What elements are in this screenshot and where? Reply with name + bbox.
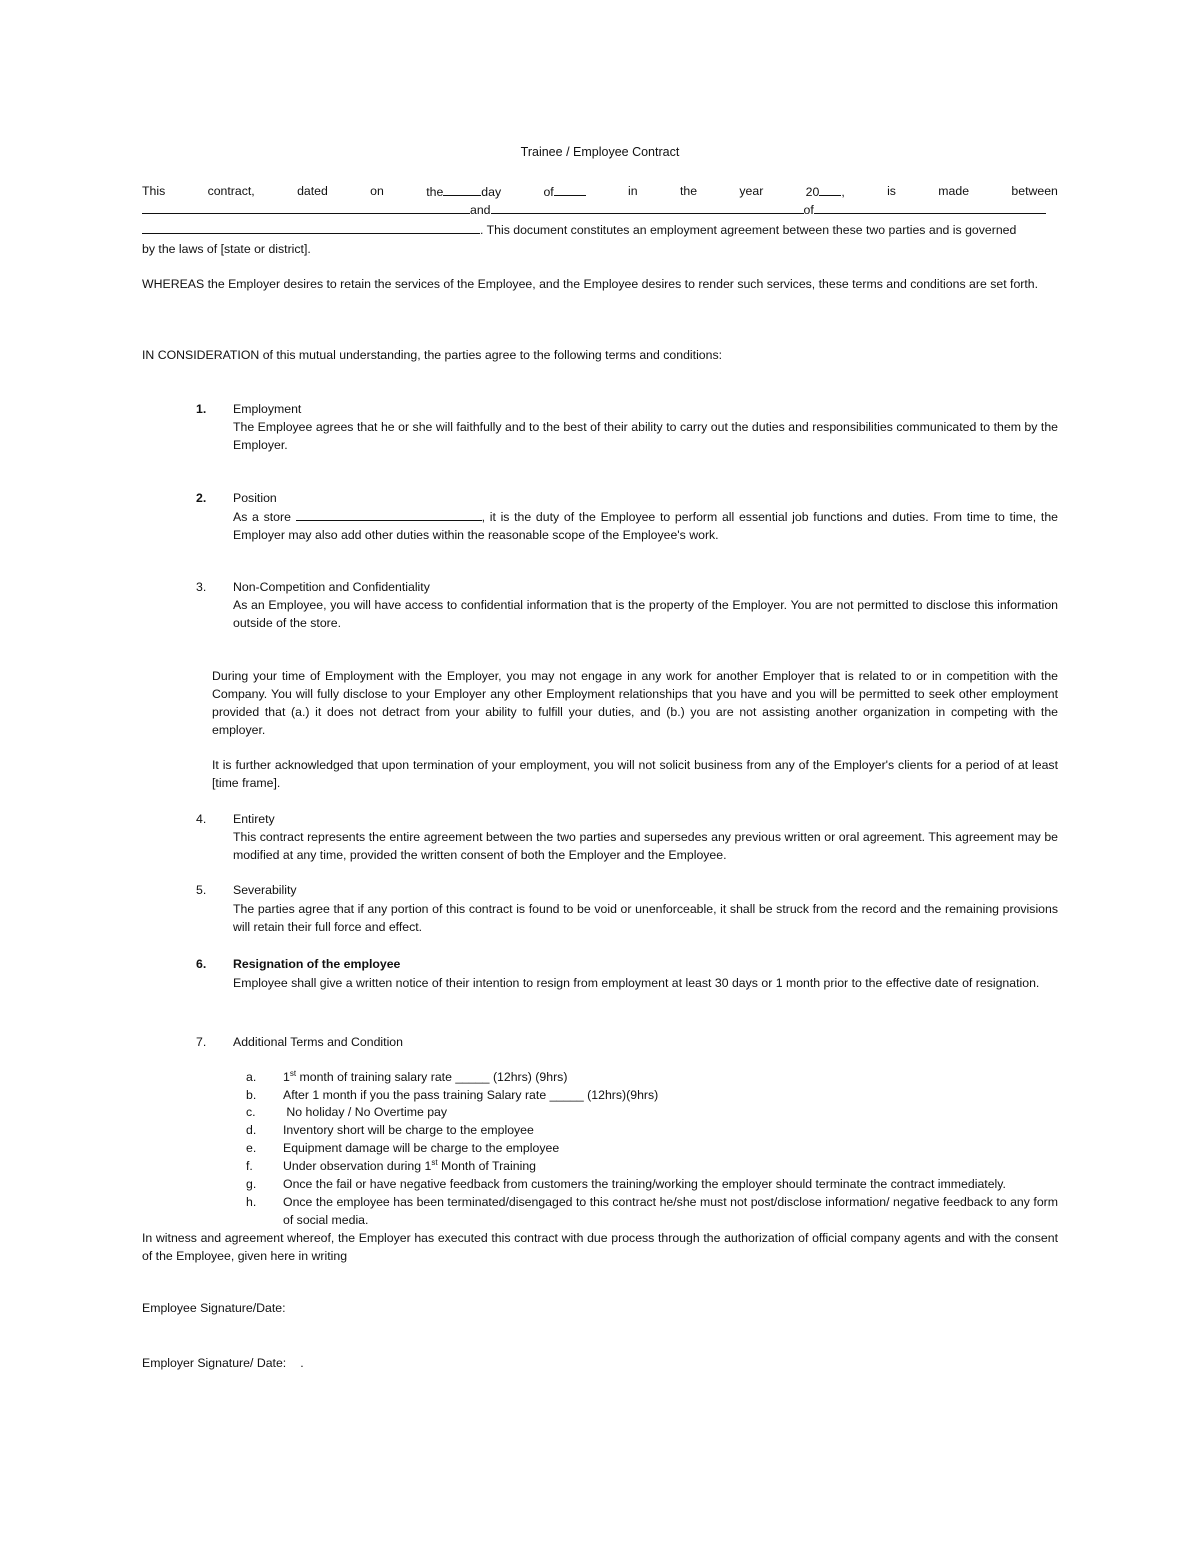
item-1-title: Employment [233,402,302,416]
term-g-text: Once the fail or have negative feedback from customers the training/working the employer should terminate the contract immediately. [283,1177,1006,1191]
document-title: Trainee / Employee Contract [520,145,680,159]
item-3-body: As an Employee, you will have access to confidential information that is the property of the Employer. You are not permitted to disclose this information outside of the store. [233,598,1058,630]
employer-signature-mark: . [300,1356,304,1370]
position-blank [296,507,482,521]
term-d-text: Inventory short will be charge to the employee [283,1123,534,1137]
term-a-letter: a. [246,1070,257,1084]
term-a-text: 1st month of training salary rate _____ (12hrs) (9hrs) [283,1068,568,1084]
consideration-paragraph: IN CONSIDERATION of this mutual understanding, the parties agree to the following terms and conditions: [142,348,723,362]
item-2-body: As a store , it is the duty of the Employee to perform all essential job functions and duties. From time to time, the Employer may also add other duties within the reasonable scope of the Employee's work. [233,507,1058,544]
address-blank [814,200,1046,214]
month-blank [554,182,586,196]
intro-line-2: and of [142,200,1046,219]
term-b-letter: b. [246,1088,257,1102]
employer-signature-label: Employer Signature/ Date: . [142,1356,304,1370]
intro-line-4: by the laws of [state or district]. [142,242,311,256]
item-3-title: Non-Competition and Confidentiality [233,580,430,594]
term-d-letter: d. [246,1123,257,1137]
year-blank [819,182,841,196]
competition-paragraph-2: It is further acknowledged that upon termination of your employment, you will not solicit business from any of the Employer's clients for a period of at least [time frame]. [212,758,1058,790]
item-4-number: 4. [196,812,207,826]
term-b-text: After 1 month if you the pass training Salary rate _____ (12hrs)(9hrs) [283,1088,659,1102]
item-5-title: Severability [233,883,297,897]
term-c-letter: c. [246,1105,256,1119]
witness-paragraph: In witness and agreement whereof, the Employer has executed this contract with due process through the authorization of official company agents and with the consent of the Employee, given here in writing [142,1231,1058,1263]
intro-line-3: . This document constitutes an employment agreement between these two parties and is governed [142,220,1016,239]
item-5-body: The parties agree that if any portion of this contract is found to be void or unenforceable, it shall be struck from the record and the remaining provisions will retain their full force and effect. [233,902,1058,934]
intro-line-1: This contract, dated on the day of in the year 20 , is made between [142,184,1058,199]
item-2-number: 2. [196,491,207,505]
item-6-title: Resignation of the employee [233,957,401,971]
term-f-letter: f. [246,1159,253,1173]
item-4-title: Entirety [233,812,275,826]
item-7-number: 7. [196,1035,207,1049]
employee-signature-label: Employee Signature/Date: [142,1301,286,1315]
competition-paragraph-1: During your time of Employment with the Employer, you may not engage in any work for another Employer that is related to or in competition with the Company. You will fully disclose to your Employer any other Employment relationships that you have and you will be permitted to seek other employment provided that (a.) it does not detract from your ability to fulfill your duties, and (b.) you are not assisting another organization in competing with the employer. [212,669,1058,737]
term-f-text: Under observation during 1st Month of Training [283,1157,537,1173]
item-5-number: 5. [196,883,207,897]
employer-name-blank [142,200,470,214]
term-g-letter: g. [246,1177,257,1191]
term-h-letter: h. [246,1195,257,1209]
item-6-body: Employee shall give a written notice of their intention to resign from employment at least 30 days or 1 month prior to the effective date of resignation. [233,976,1040,990]
day-blank [443,182,481,196]
address-blank-2 [142,220,480,234]
term-c-text: No holiday / No Overtime pay [283,1105,448,1119]
item-3-number: 3. [196,580,207,594]
item-1-body: The Employee agrees that he or she will faithfully and to the best of their ability to carry out the duties and responsibilities communicated to them by the Employer. [233,420,1058,452]
item-7-title: Additional Terms and Condition [233,1035,403,1049]
whereas-paragraph: WHEREAS the Employer desires to retain the services of the Employee, and the Employee desires to render such services, these terms and conditions are set forth. [142,277,1039,291]
term-h-text: Once the employee has been terminated/disengaged to this contract he/she must not post/disclose information/ negative feedback to any form of social media. [283,1195,1058,1227]
employee-name-blank [491,200,804,214]
item-6-number: 6. [196,957,207,971]
item-1-number: 1. [196,402,207,416]
term-e-letter: e. [246,1141,257,1155]
term-e-text: Equipment damage will be charge to the employee [283,1141,560,1155]
item-4-body: This contract represents the entire agreement between the two parties and supersedes any previous written or oral agreement. This agreement may be modified at any time, provided the written consent of both the Employer and the Employee. [233,830,1058,862]
item-2-title: Position [233,491,277,505]
